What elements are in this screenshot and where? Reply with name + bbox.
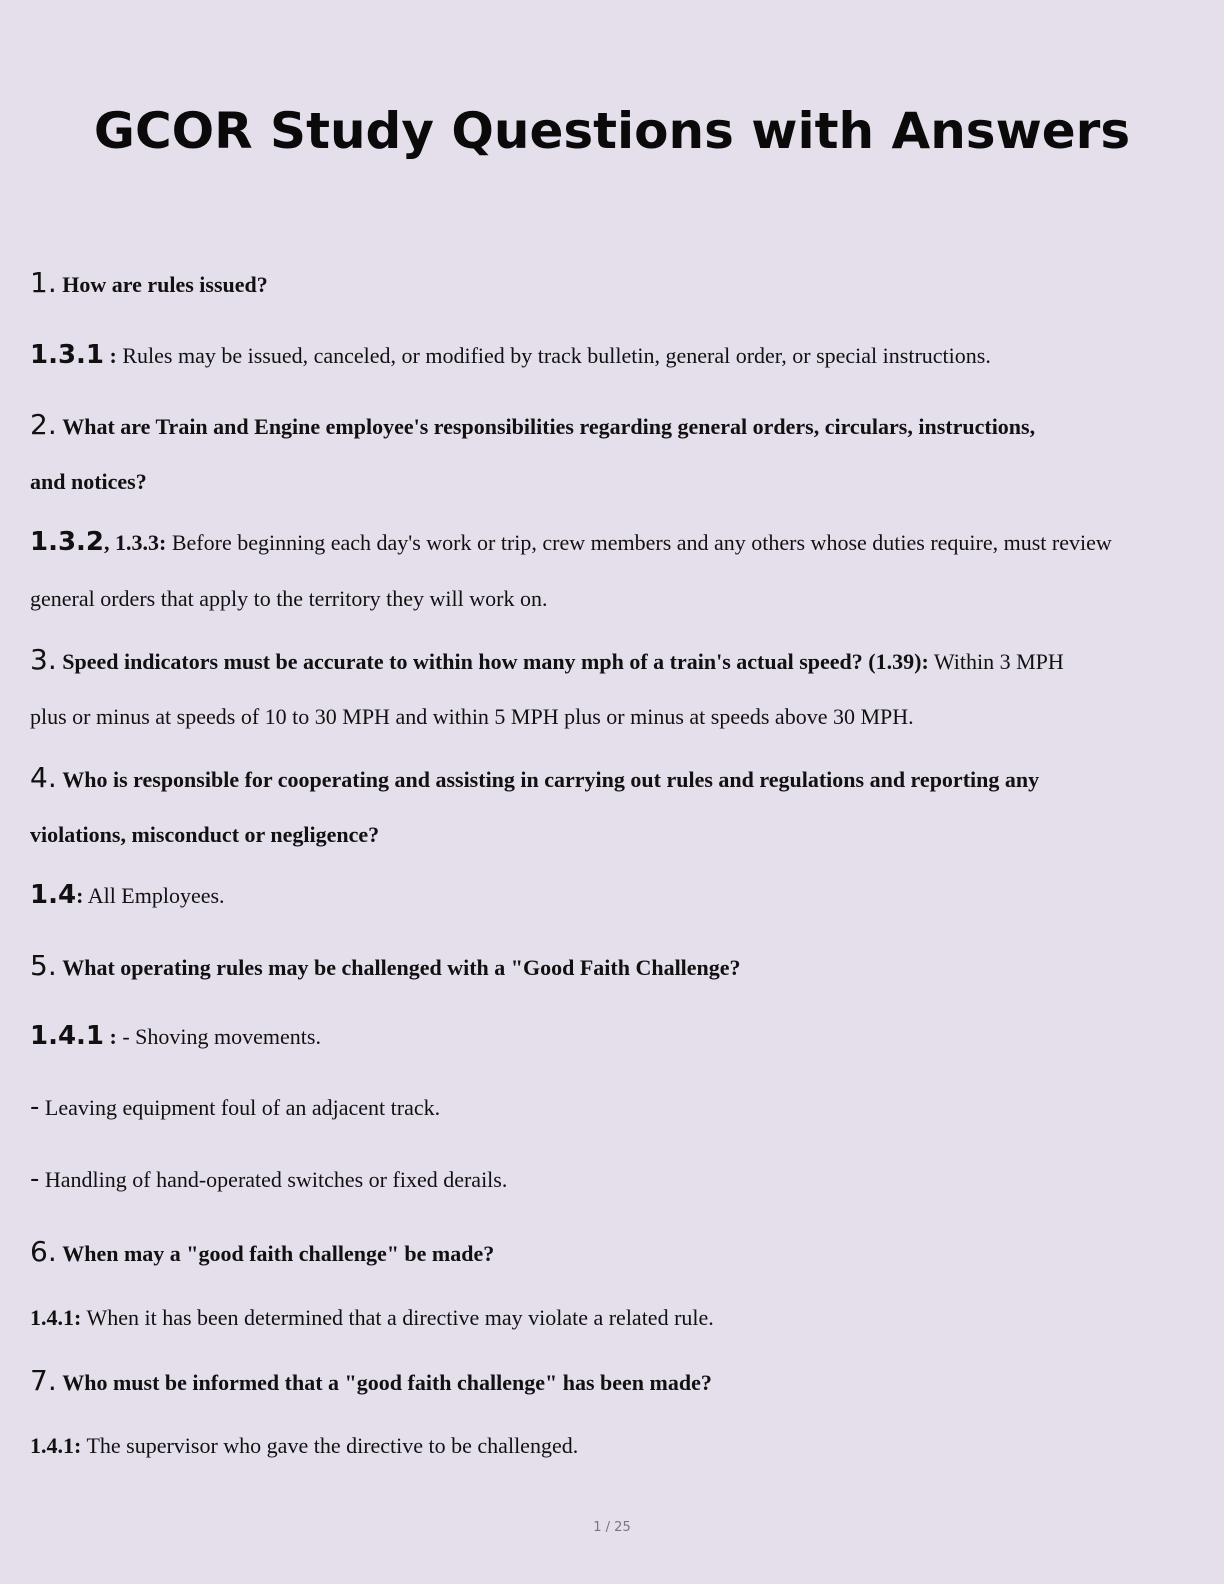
question-text: When may a "good faith challenge" be made?	[62, 1241, 495, 1266]
answer-text: All Employees.	[87, 883, 225, 908]
answer-1	[30, 340, 991, 371]
answer-text: Before beginning each day's work or trip, crew members and any others whose duties require, must review	[171, 530, 1112, 555]
question-4	[30, 763, 1039, 795]
rule-separator: :	[76, 883, 84, 908]
question-number: 4.	[30, 761, 57, 794]
question-number: 7.	[30, 1364, 57, 1397]
rule-reference: 1.3.2	[30, 527, 105, 557]
answer-5-bullet	[30, 1092, 440, 1123]
bullet-text: Leaving equipment foul of an adjacent track.	[44, 1095, 441, 1120]
rule-reference: 1.4	[30, 880, 77, 910]
question-1	[30, 268, 268, 300]
answer-7	[30, 1431, 578, 1461]
answer-2-continued: general orders that apply to the territory they will work on.	[30, 586, 548, 611]
answer-text: - Shoving movements.	[122, 1024, 321, 1049]
answer-4	[30, 880, 225, 911]
answer-2	[30, 527, 1112, 558]
question-2-continued: and notices?	[30, 469, 147, 494]
answer-text: When it has been determined that a directive may violate a related rule.	[86, 1305, 714, 1330]
rule-reference: 1.3.1	[30, 340, 105, 370]
rule-reference: 1.4.1:	[30, 1433, 82, 1458]
answer-text: Within 3 MPH	[933, 649, 1064, 674]
question-6	[30, 1237, 494, 1269]
answer-3-continued: plus or minus at speeds of 10 to 30 MPH and within 5 MPH plus or minus at speeds above 30 MPH.	[30, 704, 914, 729]
question-number: 1.	[30, 266, 57, 299]
question-4-continued: violations, misconduct or negligence?	[30, 822, 380, 847]
answer-6	[30, 1303, 714, 1333]
question-text: Speed indicators must be accurate to within how many mph of a train's actual speed? (1.39):	[62, 649, 929, 674]
page-indicator: 1 / 25	[593, 1520, 631, 1535]
rule-reference: 1.4.1	[30, 1021, 105, 1051]
rule-reference: 1.4.1:	[30, 1305, 82, 1330]
question-number: 5.	[30, 949, 57, 982]
answer-text: The supervisor who gave the directive to be challenged.	[86, 1433, 579, 1458]
bullet-dash: -	[30, 1092, 40, 1122]
rule-reference-secondary: , 1.3.3:	[104, 530, 167, 555]
question-number: 3.	[30, 643, 57, 676]
question-3	[30, 645, 1064, 677]
question-7	[30, 1366, 712, 1398]
question-text: Who must be informed that a "good faith challenge" has been made?	[62, 1370, 712, 1395]
rule-separator: :	[104, 343, 117, 368]
answer-5-bullet	[30, 1164, 507, 1195]
page-title: GCOR Study Questions with Answers	[93, 102, 1131, 160]
answer-text: Rules may be issued, canceled, or modified by track bulletin, general order, or special instructions.	[122, 343, 991, 368]
question-text: How are rules issued?	[62, 272, 268, 297]
question-5	[30, 951, 741, 983]
question-text: What operating rules may be challenged with a "Good Faith Challenge?	[62, 955, 741, 980]
bullet-text: Handling of hand-operated switches or fixed derails.	[44, 1167, 508, 1192]
answer-5	[30, 1021, 321, 1052]
question-number: 2.	[30, 408, 57, 441]
question-2	[30, 410, 1035, 442]
question-text: What are Train and Engine employee's responsibilities regarding general orders, circulars, instructions,	[62, 414, 1036, 439]
rule-separator: :	[104, 1024, 117, 1049]
question-text: Who is responsible for cooperating and assisting in carrying out rules and regulations and reporting any	[62, 767, 1040, 792]
question-number: 6.	[30, 1235, 57, 1268]
bullet-dash: -	[30, 1164, 40, 1194]
